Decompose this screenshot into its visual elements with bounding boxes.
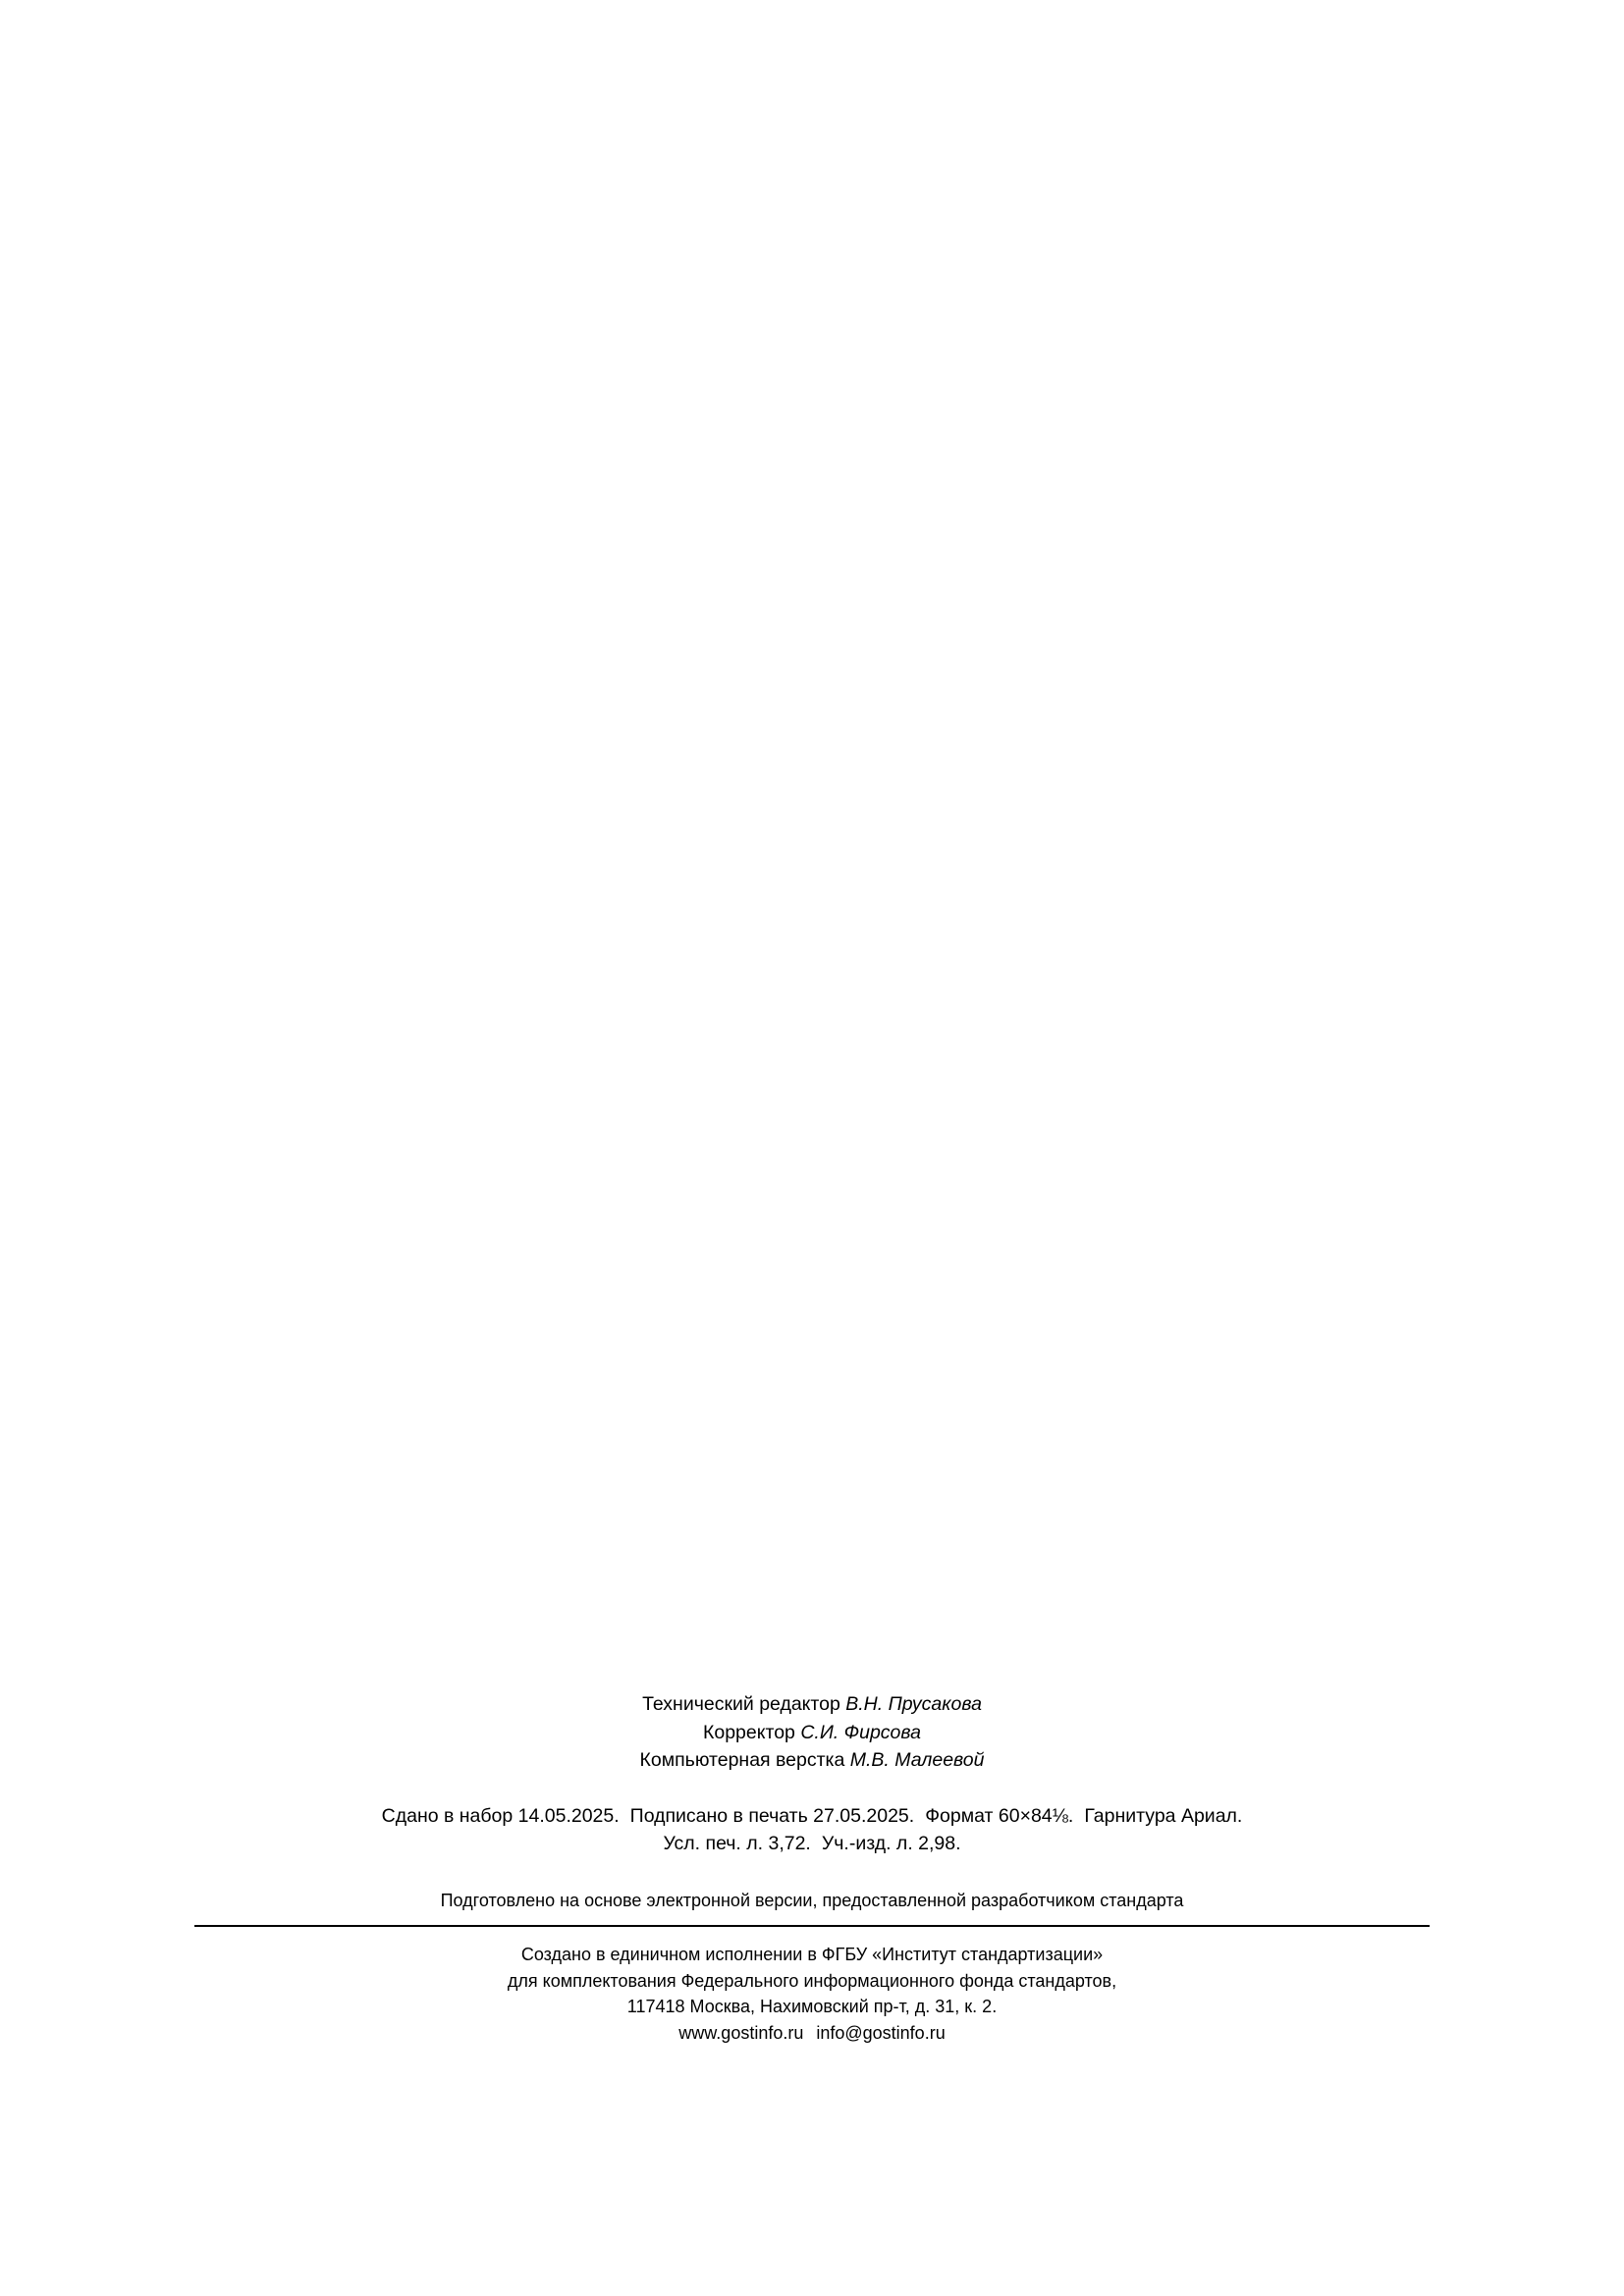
credit-name-proofreader: С.И. Фирсова [800,1721,921,1743]
publisher-address: 117418 Москва, Нахимовский пр-т, д. 31, к. 2. [626,1997,998,2016]
credit-line-layout [0,1746,1624,1775]
publisher-line-2: для комплектования Федерального информационного фонда стандартов, [507,1970,1117,1991]
publisher-email[interactable]: info@gostinfo.ru [816,2022,946,2043]
credit-name-technical-editor: В.Н. Прусакова [845,1693,982,1715]
credit-line-technical-editor [0,1690,1624,1719]
imprint-block [0,1802,1624,1858]
imprint-line-1 [0,1802,1624,1831]
credit-name-layout: М.В. Малеевой [849,1749,985,1771]
imprint-publishing-sheets: Уч.-изд. л. 2,98. [821,1833,961,1854]
source-note: Подготовлено на основе электронной версии, предоставленной разработчиком стандарта [440,1890,1184,1910]
credit-line-proofreader [0,1719,1624,1747]
imprint-print-date: Подписано в печать 27.05.2025. [629,1804,915,1827]
imprint-set-date: Сдано в набор 14.05.2025. [381,1804,620,1827]
publisher-contacts [0,2020,1624,2047]
credits-block [0,1690,1624,1775]
publisher-line-1: Создано в единичном исполнении в ФГБУ «Институт стандартизации» [520,1945,1104,1964]
publisher-block [0,1942,1624,2046]
colophon-block [0,1690,1624,1913]
credit-role-proofreader: Корректор [703,1721,801,1743]
imprint-line-2 [0,1830,1624,1858]
imprint-typeface: Гарнитура Ариал. [1084,1804,1243,1827]
credit-role-layout: Компьютерная верстка [639,1749,850,1771]
horizontal-divider [194,1925,1430,1927]
imprint-format: Формат 60×84⅛. [925,1804,1074,1827]
imprint-printed-sheets: Усл. печ. л. 3,72. [663,1833,811,1854]
publisher-website[interactable]: www.gostinfo.ru [678,2022,804,2043]
credit-role-technical-editor: Технический редактор [642,1693,846,1715]
